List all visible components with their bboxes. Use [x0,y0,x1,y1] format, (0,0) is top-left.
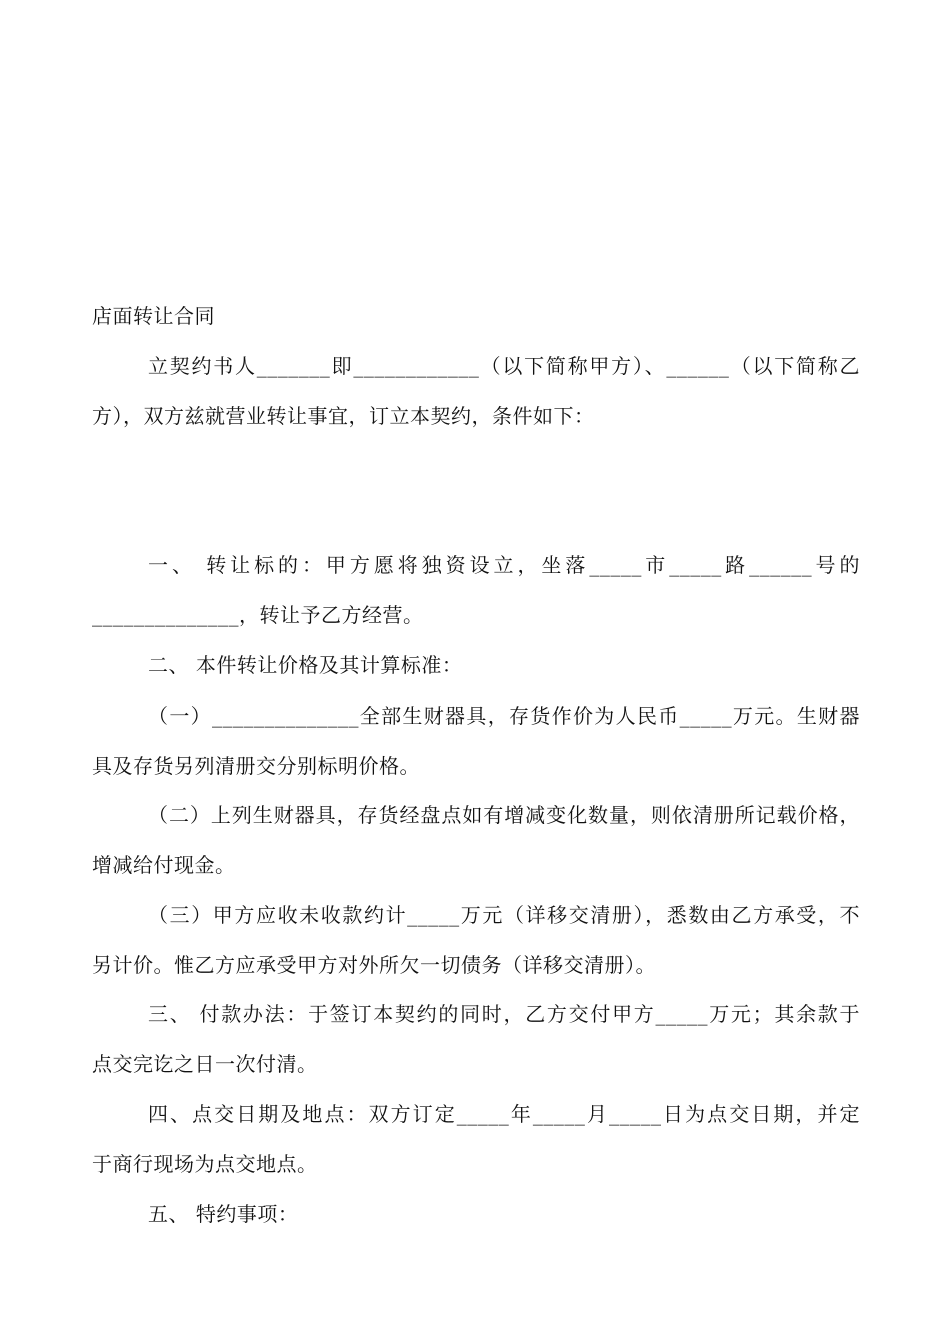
paragraph-line: 一、 转让标的：甲方愿将独资设立，坐落_____市_____路______号的 [148,553,860,577]
paragraph-line: 点交完讫之日一次付清。 [92,1052,318,1076]
paragraph-line: 于商行现场为点交地点。 [92,1152,318,1176]
paragraph-line: （三）甲方应收未收款约计_____万元（详移交清册），悉数由乙方承受，不 [148,903,860,927]
paragraph-line: 具及存货另列清册交分别标明价格。 [92,754,420,778]
paragraph-line: 另计价。惟乙方应承受甲方对外所欠一切债务（详移交清册）。 [92,953,656,977]
paragraph-line: 方），双方兹就营业转让事宜，订立本契约，条件如下： [92,404,595,428]
paragraph-line: 增减给付现金。 [92,853,236,877]
paragraph-line: 三、 付款办法：于签订本契约的同时，乙方交付甲方_____万元；其余款于 [148,1002,860,1026]
document-title: 店面转让合同 [92,304,215,328]
paragraph-line: 四、点交日期及地点：双方订定_____年_____月_____日为点交日期，并定 [148,1102,860,1126]
paragraph-line: ______________，转让予乙方经营。 [92,603,424,627]
paragraph-line: （一）______________全部生财器具，存货作价为人民币_____万元。生财器 [148,704,860,728]
paragraph-line: 二、 本件转让价格及其计算标准： [148,653,463,677]
paragraph-line: 立契约书人_______即____________（以下简称甲方）、______（以下简称乙 [148,354,860,378]
paragraph-line: （二）上列生财器具，存货经盘点如有增减变化数量，则依清册所记载价格， [148,803,860,827]
paragraph-line: 五、 特约事项： [148,1202,299,1226]
